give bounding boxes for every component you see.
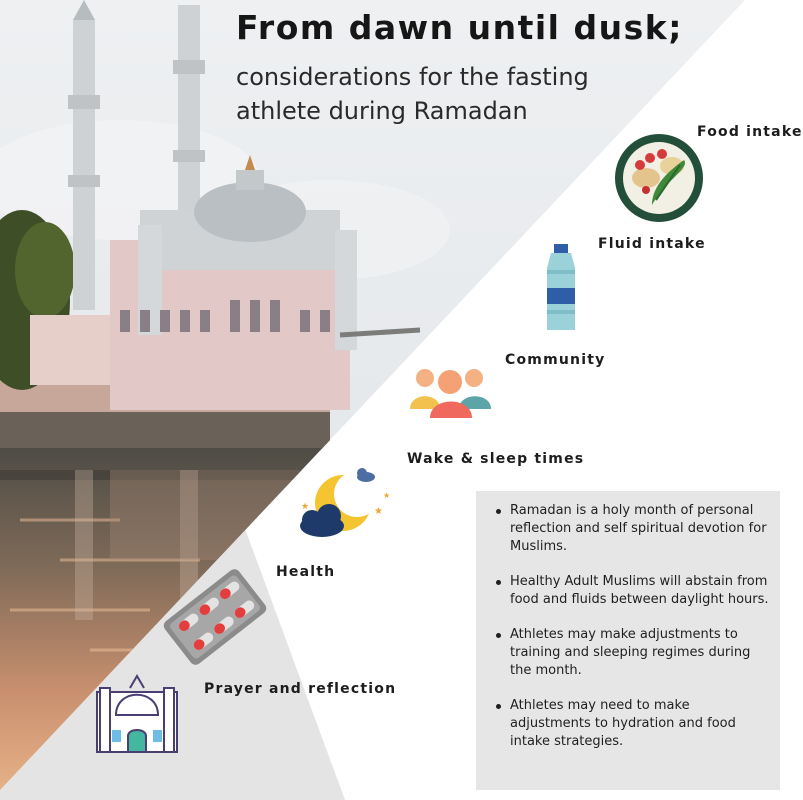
info-bullet-text: Athletes may make adjustments to training and sleeping regimes during the month.	[510, 627, 751, 678]
page-title: From dawn until dusk;	[236, 8, 683, 47]
info-bullet-text: Athletes may need to make adjustments to hydration and food intake strategies.	[510, 698, 736, 749]
bullet-dot	[496, 509, 501, 514]
bullet-dot	[496, 704, 501, 709]
info-bullet	[492, 573, 770, 609]
info-bullet-text: Ramadan is a holy month of personal reflection and self spiritual devotion for Muslims.	[510, 503, 767, 554]
bullet-dot	[496, 633, 501, 638]
water-bottle-icon	[547, 244, 575, 330]
info-bullet	[492, 626, 770, 680]
svg-text:★: ★	[301, 502, 310, 512]
label-prayer-reflection: Prayer and reflection	[204, 681, 397, 697]
label-community: Community	[505, 352, 606, 368]
svg-text:★: ★	[383, 491, 391, 500]
bullet-dot	[496, 580, 501, 585]
food-plate-icon	[615, 134, 703, 222]
info-bullet-text: Healthy Adult Muslims will abstain from food and fluids between daylight hours.	[510, 574, 769, 607]
svg-text:★: ★	[374, 506, 383, 517]
info-bullet	[492, 502, 770, 556]
page-subtitle: considerations for the fasting athlete during Ramadan	[236, 63, 589, 125]
info-bullet	[492, 697, 770, 751]
label-fluid-intake: Fluid intake	[598, 236, 706, 252]
label-food-intake: Food intake	[697, 124, 803, 140]
label-wake-sleep: Wake & sleep times	[407, 451, 585, 467]
label-health: Health	[276, 564, 336, 580]
info-list	[476, 491, 780, 751]
info-box	[476, 491, 780, 790]
